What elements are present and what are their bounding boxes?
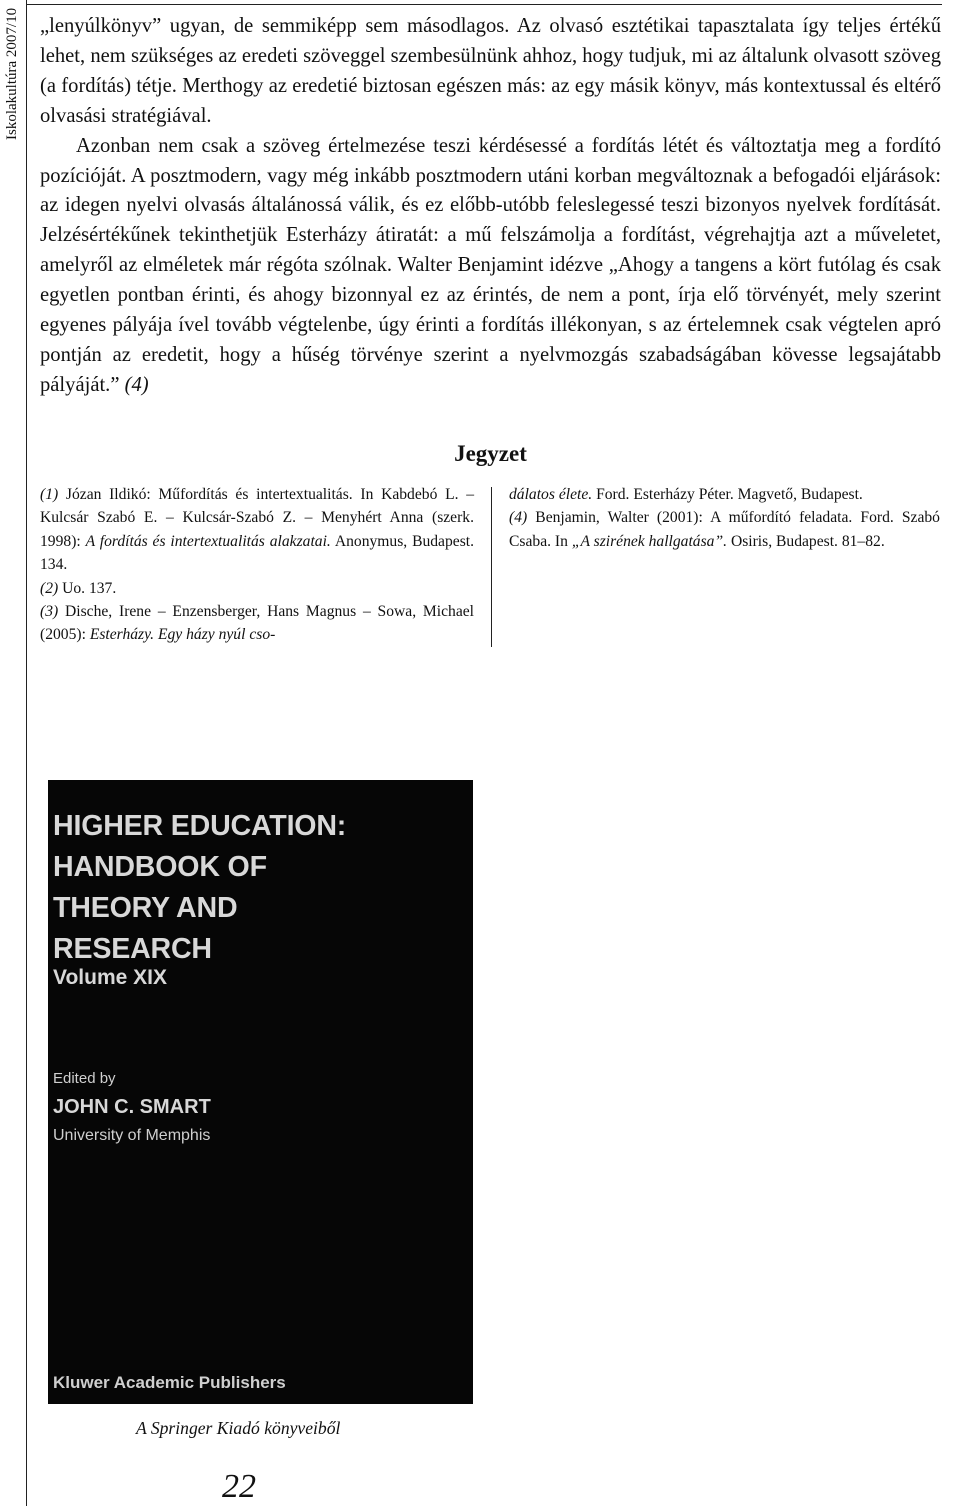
figure-caption: A Springer Kiadó könyveiből	[136, 1418, 341, 1438]
note-3-title-b: dálatos élete.	[509, 486, 593, 503]
note-2-text: Uo. 137.	[62, 579, 117, 597]
note-4-text: Benjamin, Walter (2001): A műfordító feladata. Ford. Szabó Csaba. In	[509, 509, 940, 550]
page-number: 22	[222, 1468, 256, 1505]
note-1-mark: (1)	[40, 486, 59, 503]
note-1-text: Józan Ildikó: Műfordítás és intertextualitás. In Kabdebó L. – Kulcsár Szabó E. – Kulcsár-Szabó Z. – Menyhért Anna (szerk. 1998):	[40, 486, 475, 550]
notes-column-right	[509, 483, 940, 553]
note-1-title: A fordítás és intertextualitás alakzatai.	[85, 532, 331, 550]
note-3-title-a: Esterházy. Egy házy nyúl cso-	[89, 626, 276, 644]
notes-heading: Jegyzet	[454, 441, 527, 466]
article-body	[40, 12, 941, 401]
book-cover-image	[48, 780, 473, 1404]
book-cover-edited-by: Edited by	[53, 1070, 116, 1087]
paragraph-2-footnote-ref: (4)	[124, 373, 149, 396]
paragraph-2-text: Azonban nem csak a szöveg értelmezése teszi kérdésessé a fordítás létét és változtatja meg a fordító pozícióját. A posztmodern, vagy még inkább posztmodern utáni korban megváltoznak a befogadói eljárások: az idegen nyelvi olvasás általánossá válik, és ez előbb-utóbb feleslegessé teszi bizonyos nyelvek fordítását. Jelzésértékűnek tekinthetjük Esterházy átiratát: a mű felszámolja a fordítást, végrehajtja azt a műveletet, amelyről az elméletek már régóta szólnak. Walter Benjamint idézve „Ahogy a tangens a kört futólag és csak egyetlen pontban érinti, és ahogy bizonnyal ez az érintés, de nem a pont, írja elő törvényét, mely szerint egyenes pályája ível tovább végtelenbe, úgy érinti a fordítás illékonyan, s az értelemnek csak végtelen apró pontján az eredetit, hogy a hűség törvénye szerint a nyelvmozgás szabadságában kövesse legsajátabb pályáját.”	[40, 134, 941, 396]
note-2-mark: (2)	[40, 579, 59, 597]
note-3-text: Dische, Irene – Enzensberger, Hans Magnus – Sowa, Michael (2005):	[40, 603, 474, 644]
note-3-mark: (3)	[40, 603, 59, 621]
book-cover-volume: Volume XIX	[53, 966, 167, 989]
journal-running-head: Iskolakultúra 2007/10	[4, 8, 20, 141]
book-cover-title-line-1: HIGHER EDUCATION:	[53, 810, 347, 842]
note-3-end: Ford. Esterházy Péter. Magvető, Budapest.	[596, 486, 863, 503]
note-3	[40, 600, 474, 647]
paragraph-2	[40, 132, 941, 401]
note-4-end: Osiris, Budapest. 81–82.	[730, 532, 885, 550]
column-divider	[491, 487, 492, 647]
sidebar	[0, 0, 27, 1506]
note-4	[509, 506, 940, 553]
book-cover-title-line-3: THEORY AND	[53, 892, 238, 924]
note-3-continued	[509, 483, 940, 506]
note-2	[40, 577, 474, 600]
note-1	[40, 483, 474, 577]
book-cover-title-line-4: RESEARCH	[53, 933, 212, 965]
paragraph-1: „lenyúlkönyv” ugyan, de semmiképp sem másodlagos. Az olvasó esztétikai tapasztalata így teljes értékű lehet, nem szükséges az eredeti szöveggel szembesülnünk ahhoz, hogy tudjuk, mi az általunk olvasott szöveg (a fordítás) tétje. Merthogy az eredetié biztosan egészen más: az egy másik könyv, más kontextussal és eltérő olvasási stratégiával.	[40, 15, 941, 127]
top-rule	[26, 4, 942, 5]
note-4-mark: (4)	[509, 509, 528, 527]
book-cover-title-line-2: HANDBOOK OF	[53, 851, 267, 883]
note-1-end: Anonymus, Budapest. 134.	[40, 532, 474, 574]
note-4-title: „A szirének hallgatása”.	[571, 532, 728, 550]
notes-column-left	[40, 483, 474, 647]
book-cover-title	[53, 806, 471, 970]
book-cover-publisher: Kluwer Academic Publishers	[53, 1373, 286, 1392]
book-cover-affiliation: University of Memphis	[53, 1127, 211, 1144]
book-cover-editor: JOHN C. SMART	[53, 1096, 211, 1118]
